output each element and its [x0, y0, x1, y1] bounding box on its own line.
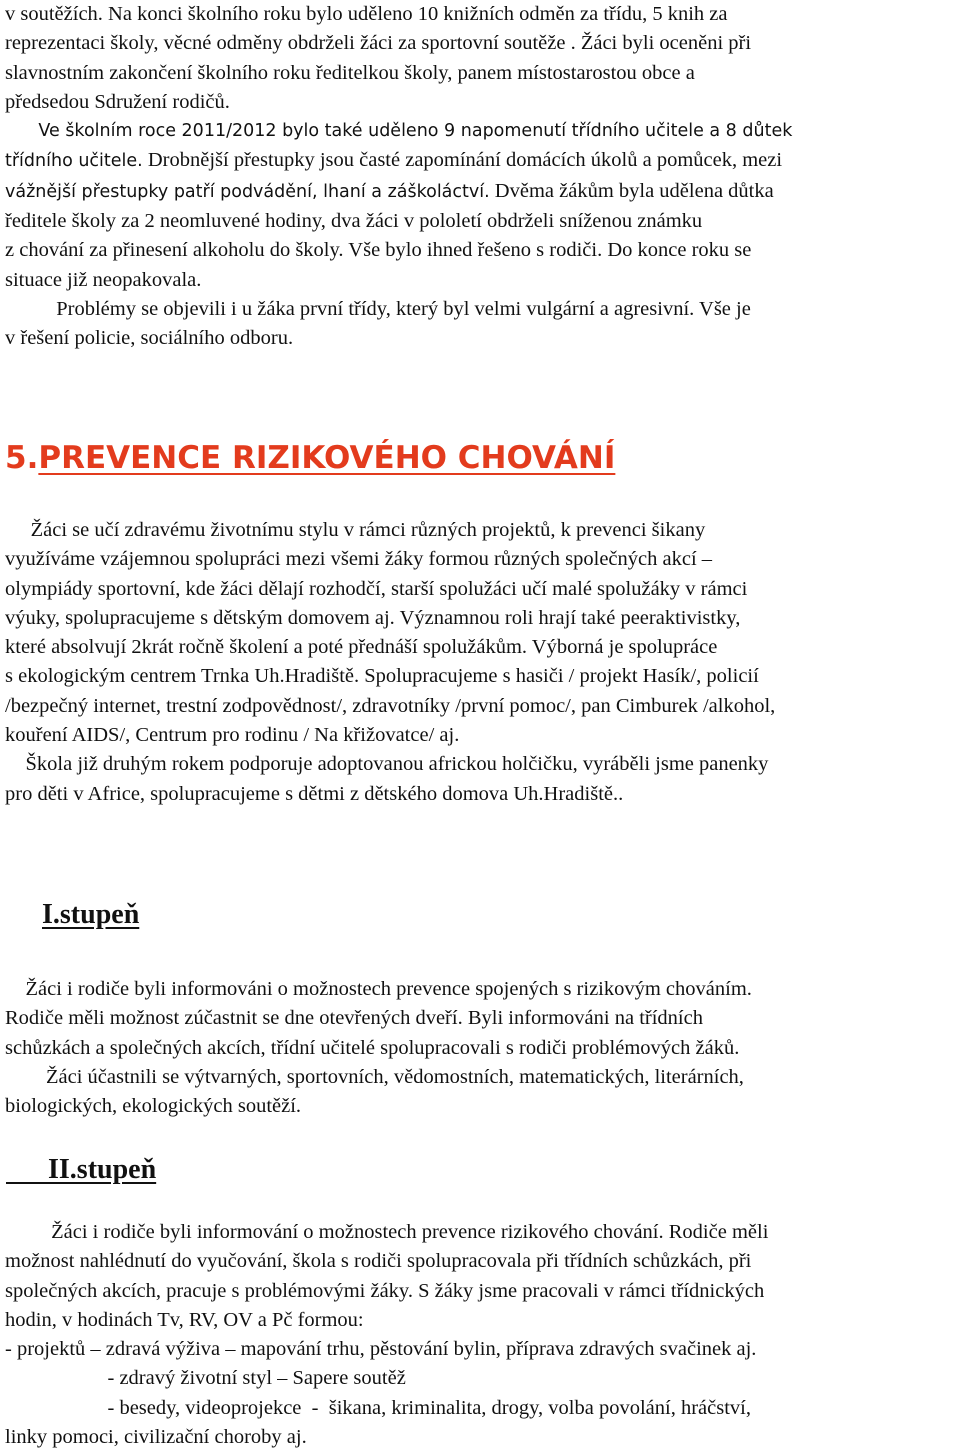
section-number: 5. [5, 440, 39, 476]
text-line: Žáci se učí zdravému životnímu stylu v rámci různých projektů, k prevenci šikany [5, 519, 706, 541]
text-line: hodin, v hodinách Tv, RV, OV a Pč formou: [5, 1308, 364, 1331]
text-line: Žáci i rodiče byli informování o možnostech prevence rizikového chování. Rodiče měli [5, 1221, 769, 1243]
text-line: předsedou Sdružení rodičů. [5, 90, 230, 113]
text-line: olympiády sportovní, kde žáci dělají rozhodčí, starší spolužáci učí malé spolužáky v rámci [5, 577, 748, 600]
text-line: Problémy se objevili i u žáka první třídy, který byl velmi vulgární a agresivní. Vše je [5, 297, 751, 320]
text-line: /bezpečný internet, trestní zodpovědnost/, zdravotníky /první pomoc/, pan Cimburek /alkohol, [5, 694, 776, 717]
text-line [5, 146, 957, 176]
text-line: - besedy, videoprojekce - šikana, kriminalita, drogy, volba povolání, hráčství, [5, 1396, 751, 1419]
text-line: využíváme vzájemnou spolupráci mezi všemi žáky formou různých společných akcí – [5, 548, 713, 571]
text-line: v soutěžích. Na konci školního roku bylo uděleno 10 knižních odměn za třídu, 5 knih za [5, 3, 728, 25]
text-line: situace již neopakovala. [5, 268, 202, 291]
text-line [5, 177, 957, 207]
text-line: Žáci účastnili se výtvarných, sportovních, vědomostních, matematických, literárních, [5, 1065, 744, 1088]
prevention-paragraph [5, 516, 957, 809]
text-line: z chování za přinesení alkoholu do školy. Vše bylo ihned řešeno s rodiči. Do konce roku se [5, 239, 752, 262]
text-line: možnost nahlédnutí do vyučování, škola s rodiči spolupracovala při třídních schůzkách, při [5, 1250, 752, 1273]
stupen-2-heading [6, 1153, 156, 1187]
stupen-1-heading: I.stupeň [42, 899, 140, 930]
text-line: Ve školním roce 2011/2012 bylo také uděleno 9 napomenutí třídního učitele a 8 důtek [5, 121, 793, 142]
intro-paragraph [5, 0, 957, 354]
text-line: linky pomoci, civilizační choroby aj. [5, 1426, 307, 1449]
stupen-1-paragraph [5, 975, 957, 1121]
heading-indent [6, 1154, 48, 1185]
text-segment: Drobnější přestupky jsou časté zapomínání domácích úkolů a pomůcek, mezi [142, 149, 783, 172]
text-line: které absolvují 2krát ročně školení a poté přednáší spolužákům. Výborná je spolupráce [5, 636, 718, 659]
text-line: v řešení policie, sociálního odboru. [5, 327, 294, 350]
text-segment: vážnější přestupky patří podvádění, lhaní a záškoláctví. [5, 181, 490, 202]
stupen-2-paragraph [5, 1218, 957, 1452]
text-line: výuky, spolupracujeme s dětským domovem aj. Významnou roli hrají také peeraktivistky, [5, 606, 741, 629]
text-line: slavnostním zakončení školního roku ředitelkou školy, panem místostarostou obce a [5, 61, 695, 84]
text-segment: Dvěma žákům byla udělena důtka [489, 179, 774, 202]
text-line: schůzkách a společných akcích, třídní učitelé spolupracovali s rodiči problémových žáků. [5, 1036, 740, 1059]
section-heading [5, 438, 615, 478]
text-line: Škola již druhým rokem podporuje adoptovanou africkou holčičku, vyráběli jsme panenky [5, 753, 769, 776]
text-line: pro děti v Africe, spolupracujeme s dětmi z dětského domova Uh.Hradiště.. [5, 782, 624, 805]
text-line: společných akcích, pracuje s problémovými žáky. S žáky jsme pracovali v rámci třídnických [5, 1279, 765, 1302]
text-line: ředitele školy za 2 neomluvené hodiny, dva žáci v pololetí obdrželi sníženou známku [5, 210, 703, 233]
stupen-2-heading-text: II.stupeň [48, 1154, 157, 1185]
text-line: - zdravý životní styl – Sapere soutěž [5, 1367, 406, 1390]
text-line: Rodiče měli možnost zúčastnit se dne otevřených dveří. Byli informováni na třídních [5, 1007, 703, 1030]
text-line: kouření AIDS/, Centrum pro rodinu / Na křižovatce/ aj. [5, 724, 460, 747]
text-segment: třídního učitele. [5, 151, 143, 172]
text-line: Žáci i rodiče byli informováni o možnostech prevence spojených s rizikovým chováním. [5, 978, 752, 1000]
section-title: PREVENCE RIZIKOVÉHO CHOVÁNÍ [38, 440, 616, 476]
text-line: s ekologickým centrem Trnka Uh.Hradiště. Spolupracujeme s hasiči / projekt Hasík/, policií [5, 665, 759, 688]
text-line: - projektů – zdravá výživa – mapování trhu, pěstování bylin, příprava zdravých svačinek aj. [5, 1338, 757, 1361]
text-line: biologických, ekologických soutěží. [5, 1095, 302, 1118]
text-line: reprezentaci školy, věcné odměny obdrželi žáci za sportovní soutěže . Žáci byli oceněni při [5, 32, 752, 55]
